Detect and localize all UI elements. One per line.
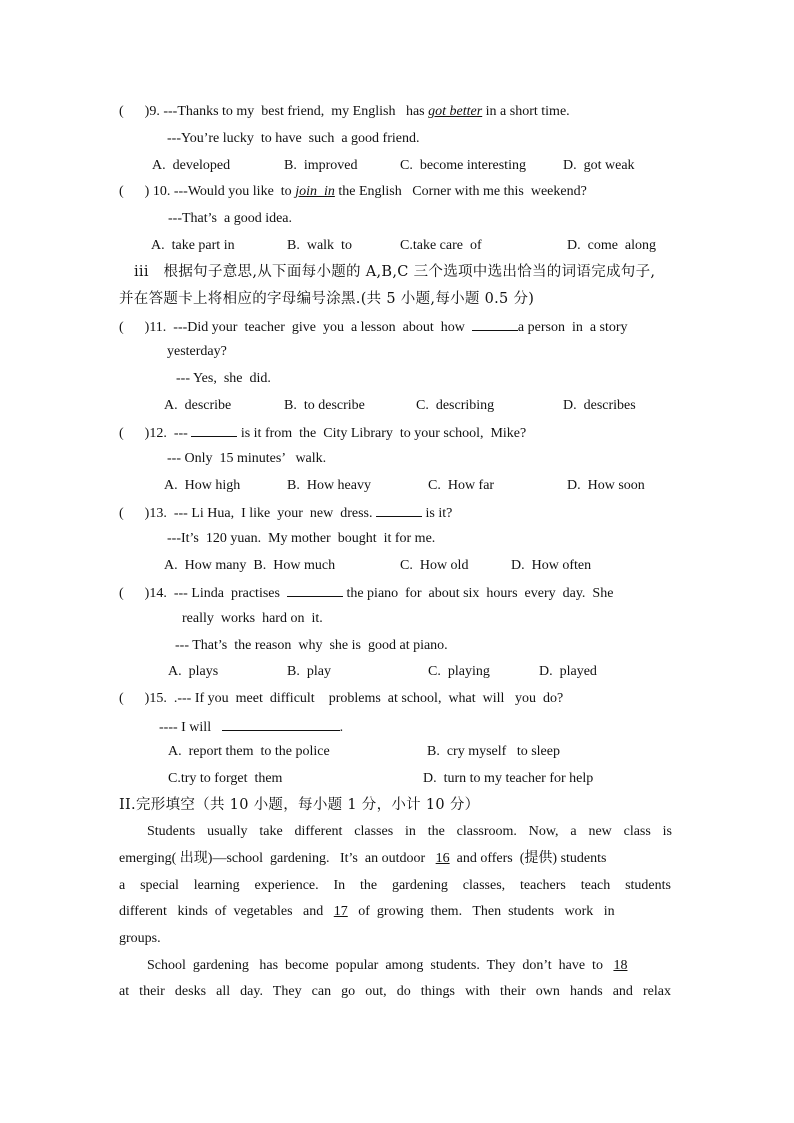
reply-line: ---You’re lucky to have such a good friend.: [167, 131, 420, 146]
option-c: C.try to forget them: [168, 771, 283, 786]
option-d: D. come along: [567, 238, 657, 253]
reply-line: --- That’s the reason why she is good at piano.: [175, 638, 448, 653]
passage-line: Students usually take different classes in the classroom. Now, a new class is: [147, 824, 672, 839]
option-d: D. played: [539, 664, 597, 679]
option-c: C. describing: [416, 398, 495, 413]
answer-paren: ( ): [119, 104, 150, 119]
passage-line: different kinds of vegetables and 17 of growing them. Then students work in: [119, 904, 615, 919]
answer-blank: [287, 583, 343, 597]
answer-paren: ( ): [119, 426, 150, 441]
question-15: ( )15. .--- If you meet difficult problems at school, what will you do?: [119, 691, 564, 706]
option-c: C. How far: [428, 478, 495, 493]
answer-paren: ( ): [119, 506, 150, 521]
option-b: B. to describe: [284, 398, 365, 413]
option-c: C. playing: [428, 664, 490, 679]
question-11-cont: yesterday?: [167, 344, 227, 359]
option-a: A. report them to the police: [168, 744, 330, 759]
option-a-b: A. How many B. How much: [164, 558, 336, 573]
option-d: D. turn to my teacher for help: [423, 771, 594, 786]
question-number: 10.: [149, 184, 171, 199]
answer-paren: ( ): [119, 320, 150, 335]
option-b: B. walk to: [287, 238, 352, 253]
question-12: ( )12. --- is it from the City Library to your school, Mike?: [119, 423, 526, 443]
option-c: C.take care of: [400, 238, 482, 253]
option-a: A. take part in: [151, 238, 235, 253]
answer-paren: ( ): [119, 586, 150, 601]
option-b: B. improved: [284, 158, 358, 173]
answer-blank: [472, 317, 518, 331]
option-a: A. plays: [168, 664, 219, 679]
question-14: ( )14. --- Linda practises the piano for about six hours every day. She: [119, 583, 613, 603]
question-9: ( )9. ---Thanks to my best friend, my English has got better in a short time.: [119, 104, 570, 119]
answer-blank: [222, 717, 340, 731]
option-d: D. How often: [511, 558, 592, 573]
passage-line: School gardening has become popular among students. They don’t have to 18: [147, 958, 628, 973]
option-d: D. describes: [563, 398, 636, 413]
reply-line: --- Only 15 minutes’ walk.: [167, 451, 327, 466]
option-c: C. How old: [400, 558, 469, 573]
option-d: D. got weak: [563, 158, 635, 173]
passage-line: a special learning experience. In the gardening classes, teachers teach students: [119, 878, 671, 893]
option-b: B. cry myself to sleep: [427, 744, 560, 759]
passage-line: at their desks all day. They can go out, do things with their own hands and relax: [119, 984, 671, 999]
section-iii-instruction-cont: 并在答题卡上将相应的字母编号涂黑.(共 5 小题,每小题 0.5 分): [119, 291, 535, 307]
option-a: A. describe: [164, 398, 232, 413]
option-c: C. become interesting: [400, 158, 526, 173]
question-11: ( )11. ---Did your teacher give you a lesson about how a person in a story: [119, 317, 628, 337]
blank-number-17: 17: [333, 904, 348, 919]
blank-number-16: 16: [435, 851, 450, 866]
option-b: B. How heavy: [287, 478, 371, 493]
reply-line: --- Yes, she did.: [176, 371, 271, 386]
reply-line: ---It’s 120 yuan. My mother bought it for me.: [167, 531, 436, 546]
answer-blank: [376, 503, 422, 517]
option-d: D. How soon: [567, 478, 645, 493]
passage-line: groups.: [119, 931, 161, 946]
question-number: 9.: [149, 104, 160, 119]
key-phrase: join in: [295, 184, 335, 199]
blank-number-18: 18: [613, 958, 628, 973]
answer-blank: [191, 423, 237, 437]
section-ii-heading: II.完形填空（共 10 小题，每小题 1 分，小计 10 分）: [119, 797, 480, 813]
key-phrase: got better: [428, 104, 483, 119]
reply-line: ---- I will .: [159, 717, 343, 737]
question-10: ( ) 10. ---Would you like to join in the English Corner with me this weekend?: [119, 184, 587, 199]
reply-line: ---That’s a good idea.: [168, 211, 293, 226]
section-iii-instruction: iii 根据句子意思,从下面每小题的 A,B,C 三个选项中选出恰当的词语完成句子,: [134, 264, 656, 280]
passage-line: emerging( 出现)—school gardening. It’s an outdoor 16 and offers (提供) students: [119, 851, 607, 866]
option-a: A. How high: [164, 478, 241, 493]
option-b: B. play: [287, 664, 331, 679]
option-a: A. developed: [152, 158, 231, 173]
answer-paren: ( ): [119, 184, 150, 199]
answer-paren: ( ): [119, 691, 150, 706]
question-13: ( )13. --- Li Hua, I like your new dress. is it?: [119, 503, 452, 523]
question-14-cont: really works hard on it.: [182, 611, 323, 626]
